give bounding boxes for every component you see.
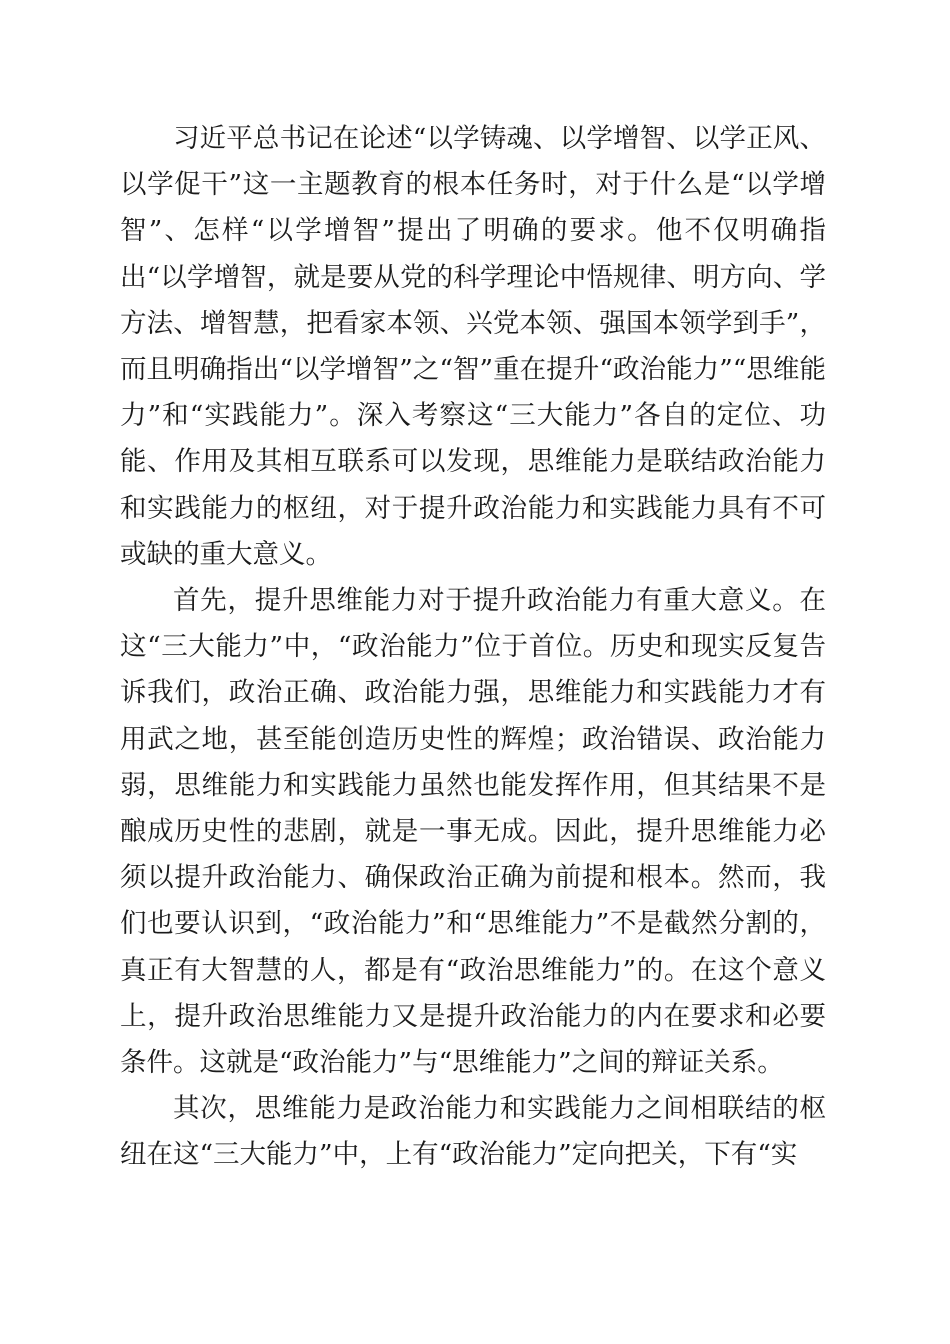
paragraph-2: 首先，提升思维能力对于提升政治能力有重大意义。在这“三大能力”中，“政治能力”位于首位。历史和现实反复告诉我们，政治正确、政治能力强，思维能力和实践能力才有用武之地，甚至能创造历史性的辉煌；政治错误、政治能力弱，思维能力和实践能力虽然也能发挥作用，但其结果不是酿成历史性的悲剧，就是一事无成。因此，提升思维能力必须以提升政治能力、确保政治正确为前提和根本。然而，我们也要认识到，“政治能力”和“思维能力”不是截然分割的，真正有大智慧的人，都是有“政治思维能力”的。在这个意义上，提升政治思维能力又是提升政治能力的内在要求和必要条件。这就是“政治能力”与“思维能力”之间的辩证关系。 (120, 585, 826, 1079)
document-body (120, 116, 826, 1179)
paragraph-1: 习近平总书记在论述“以学铸魂、以学增智、以学正风、以学促干”这一主题教育的根本任务时，对于什么是“以学增智”、怎样“以学增智”提出了明确的要求。他不仅明确指出“以学增智，就是要从党的科学理论中悟规律、明方向、学方法、增智慧，把看家本领、兴党本领、强国本领学到手”，而且明确指出“以学增智”之“智”重在提升“政治能力”“思维能力”和“实践能力”。深入考察这“三大能力”各自的定位、功能、作用及其相互联系可以发现，思维能力是联结政治能力和实践能力的枢纽，对于提升政治能力和实践能力具有不可或缺的重大意义。 (120, 123, 826, 570)
paragraph-3: 其次，思维能力是政治能力和实践能力之间相联结的枢纽在这“三大能力”中，上有“政治能力”定向把关，下有“实 (120, 1093, 826, 1171)
